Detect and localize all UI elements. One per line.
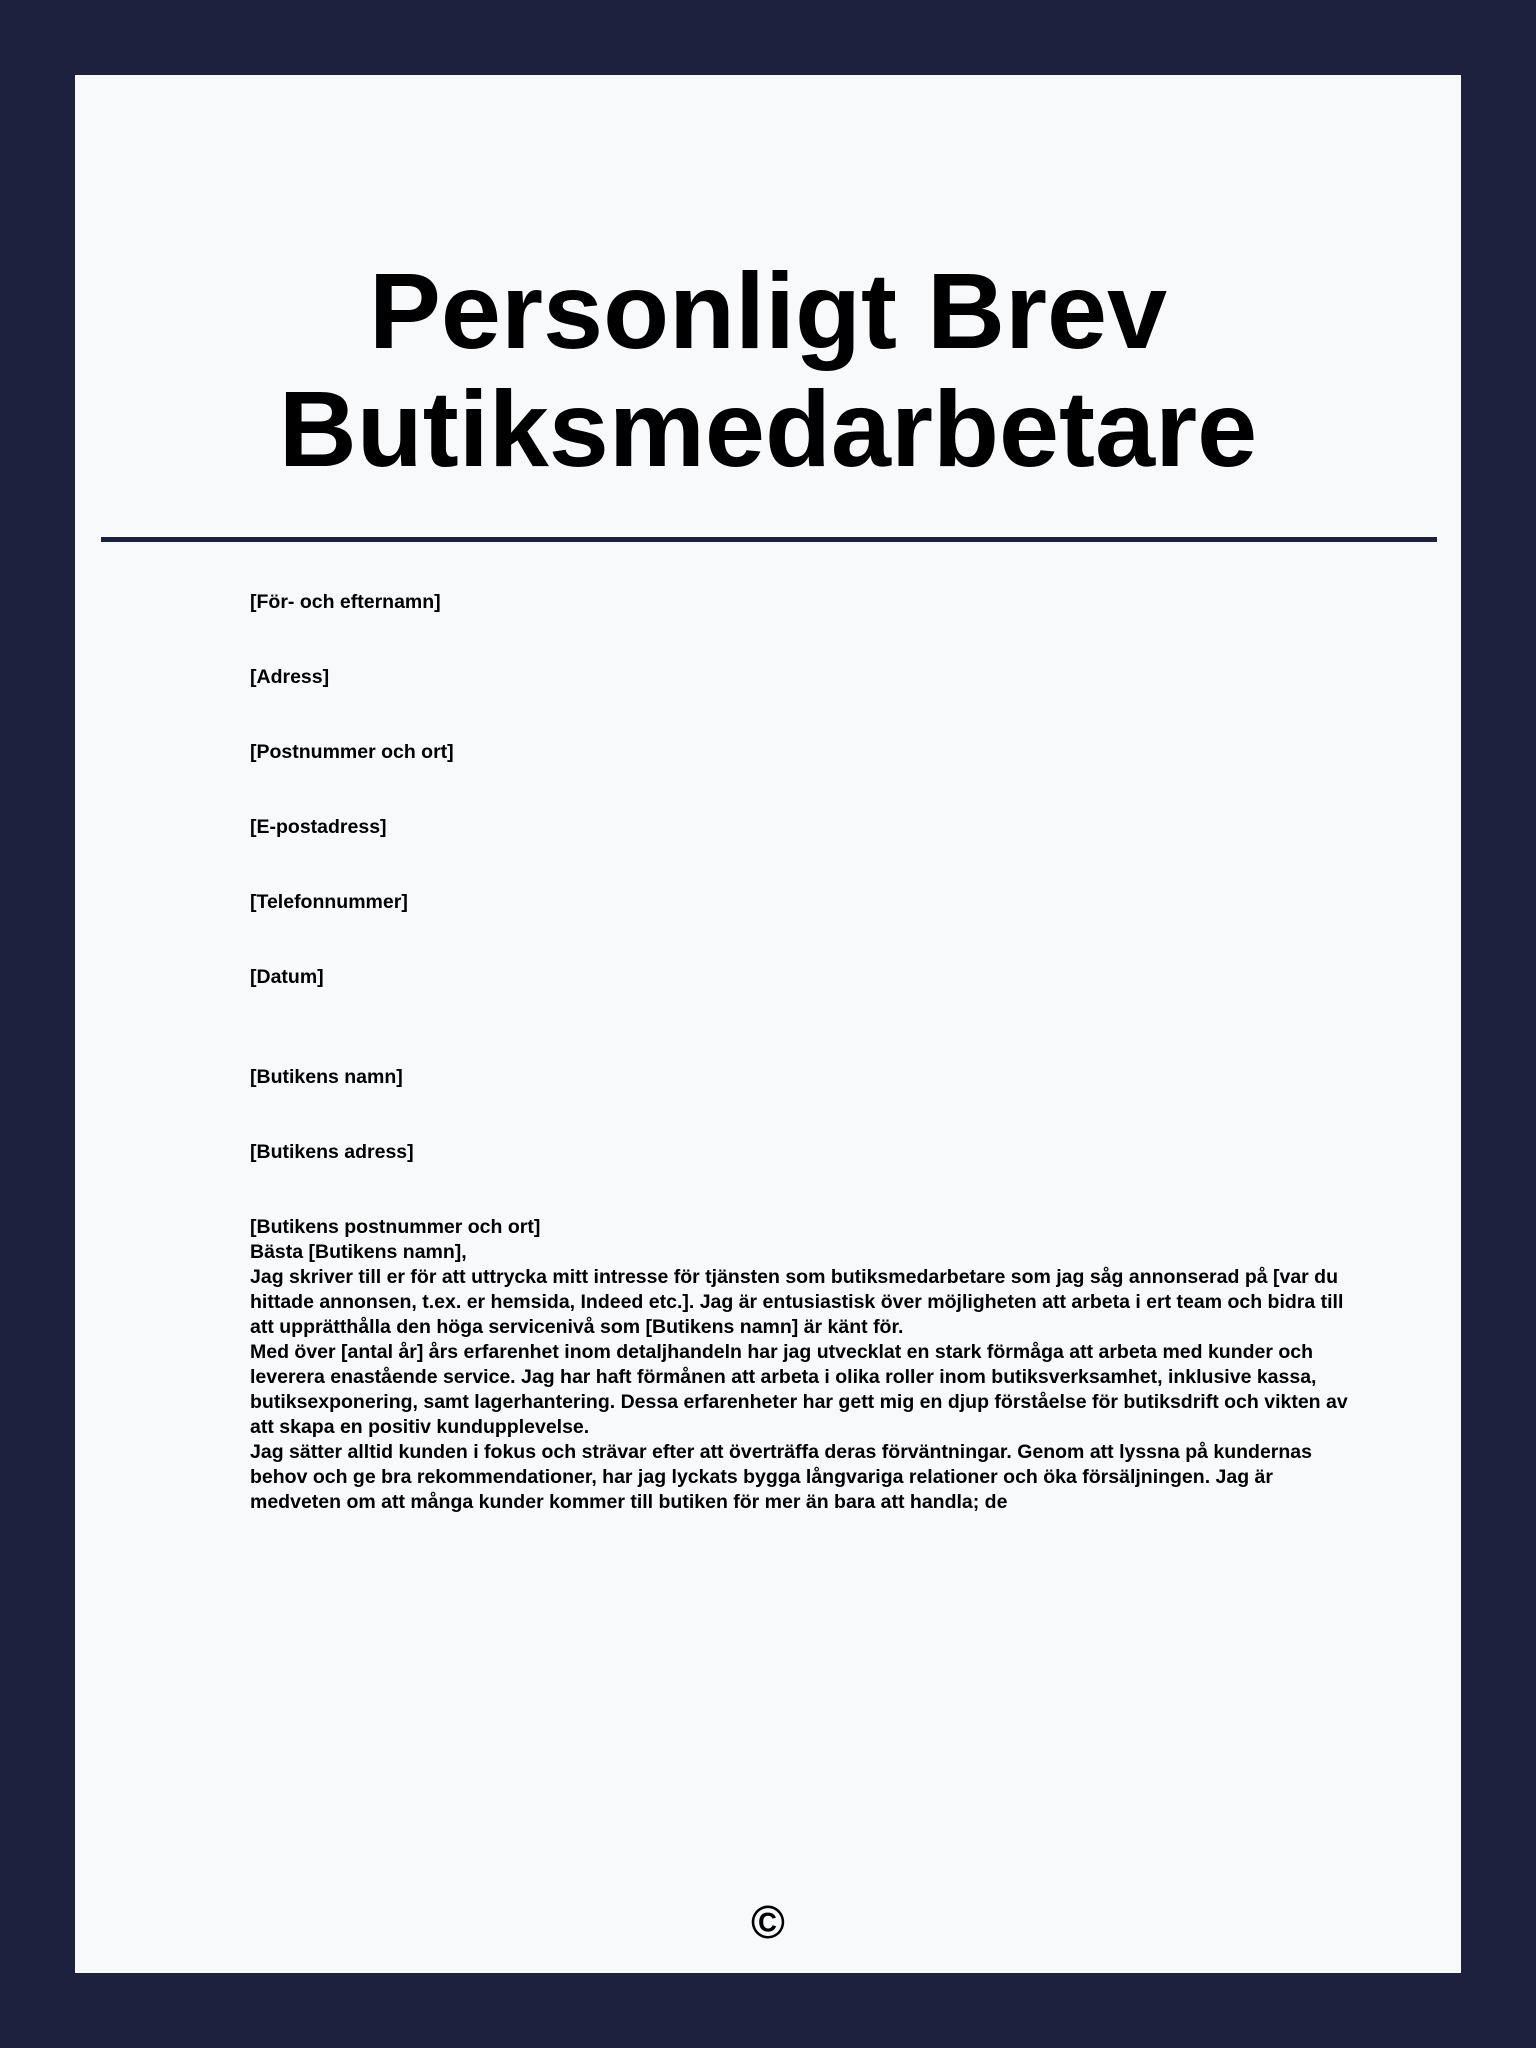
letter-page <box>75 75 1461 1973</box>
sender-name: [För- och efternamn] <box>250 591 441 613</box>
title-line-2: Butiksmedarbetare <box>278 368 1258 489</box>
sender-email: [E-postadress] <box>250 816 387 838</box>
letter-body <box>250 590 1360 1515</box>
recipient-postal: [Butikens postnummer och ort] <box>250 1216 541 1238</box>
sender-address: [Adress] <box>250 666 330 688</box>
greeting: Bästa [Butikens namn], <box>250 1241 467 1263</box>
recipient-block <box>250 1065 1360 1240</box>
recipient-name: [Butikens namn] <box>250 1066 403 1088</box>
copyright-icon: © <box>751 1896 785 1948</box>
body-paragraph-3: Jag sätter alltid kunden i fokus och strävar efter att överträffa deras förväntningar. Genom att lyssna på kundernas behov och ge bra rekommendationer, har jag lyckats bygga långvariga relationer och öka försäljningen. Jag är medveten om att många kunder kommer till butiken för mer än bara att handla; de <box>250 1441 1312 1513</box>
recipient-address: [Butikens adress] <box>250 1141 414 1163</box>
sender-postal: [Postnummer och ort] <box>250 741 454 763</box>
body-paragraph-2: Med över [antal år] års erfarenhet inom detaljhandeln har jag utvecklat en stark förmåga att arbeta med kunder och leverera enastående service. Jag har haft förmånen att arbeta i olika roller inom butiksverksamhet, inklusive kassa, butiksexponering, samt lagerhantering. Dessa erfarenheter har gett mig en djup förståelse för butiksdrift och vikten av att skapa en positiv kundupplevelse. <box>250 1341 1348 1438</box>
sender-phone: [Telefonnummer] <box>250 891 408 913</box>
page-title <box>75 252 1461 488</box>
letter-date: [Datum] <box>250 966 324 988</box>
sender-block <box>250 590 1360 990</box>
body-paragraph-1: Jag skriver till er för att uttrycka mitt intresse för tjänsten som butiksmedarbetare som jag såg annonserad på [var du hittade annonsen, t.ex. er hemsida, Indeed etc.]. Jag är entusiastisk över möjligheten att arbeta i ert team och bidra till att upprätthålla den höga servicenivå som [Butikens namn] är känt för. <box>250 1266 1344 1338</box>
title-line-1: Personligt Brev <box>368 250 1168 371</box>
title-divider <box>101 537 1437 542</box>
